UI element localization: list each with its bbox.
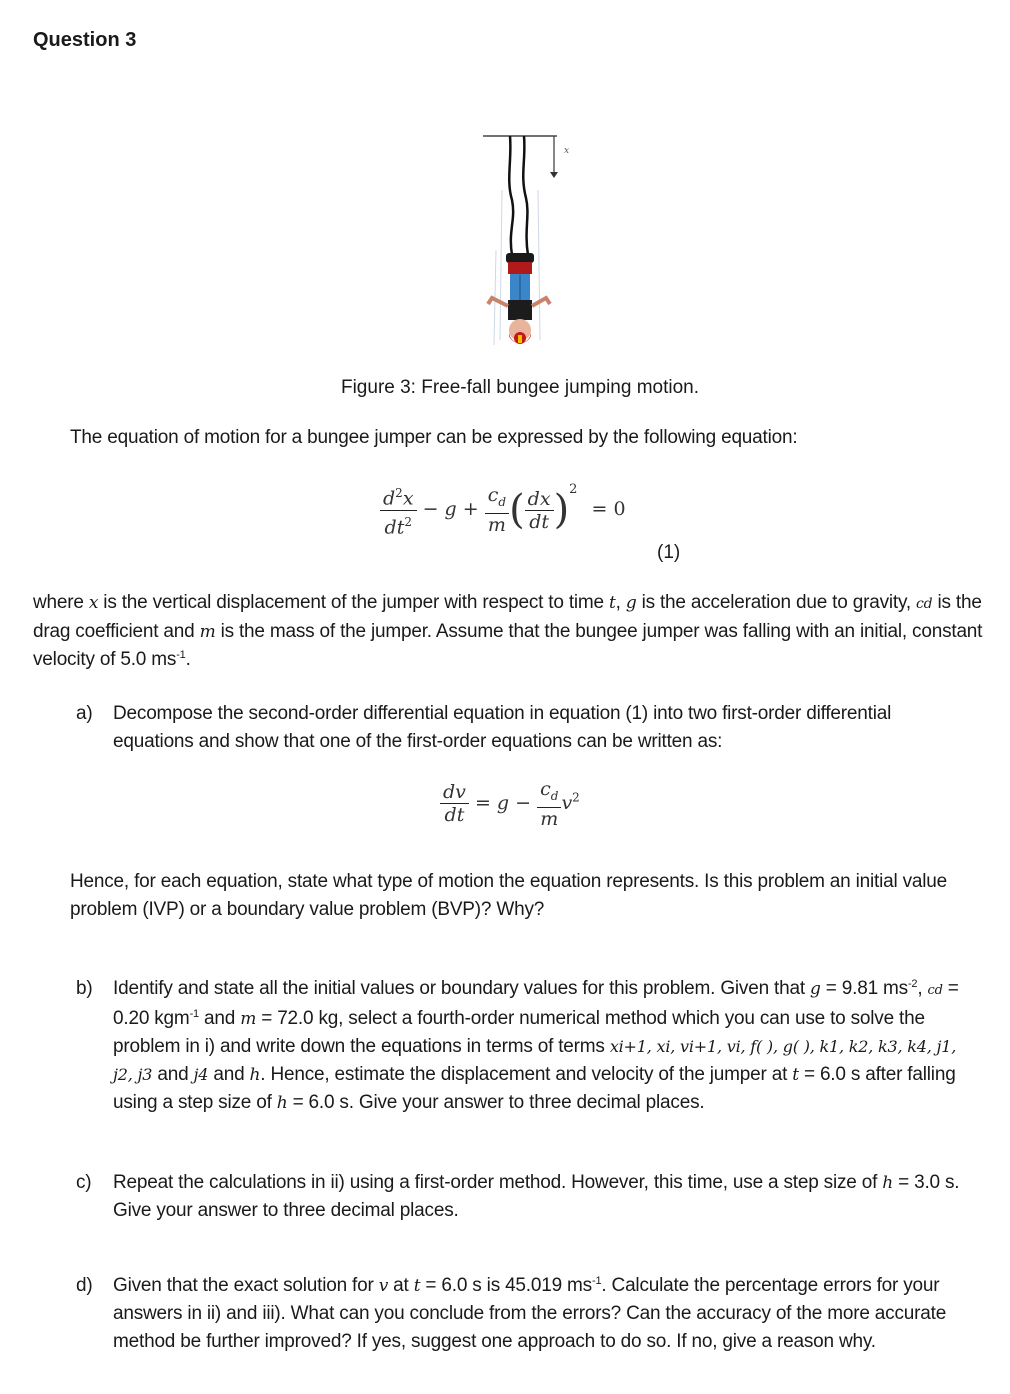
part-b-text: Identify and state all the initial values or boundary values for this problem. Given that g = 9.81 $ms^{-2}$, cd = 0.20 kgm$^{-1}$ and m = 72.0 kg, select a fourth-order numerical method which you can use to solve the problem in i) and write down the equations in terms of terms xi+1, xi, vi+1, vi, f( ), g( ), k1, k2, k3, k4, j1, j2, j3 and j4 and h. Hence, estimate the displacement and velocity of the jumper at t = 6.0 s after falling using a step size of h = 6.0 s. Give your answer to three decimal places. <box>113 978 959 1113</box>
part-d-label: d) <box>76 1275 93 1296</box>
part-b <box>76 975 976 1117</box>
part-c-text: Repeat the calculations in ii) using a first-order method. However, this time, use a step size of h = 3.0 s. Give your answer to three decimal places. <box>113 1172 960 1221</box>
part-d <box>76 1272 976 1356</box>
figure-caption: Figure 3: Free-fall bungee jumping motion. <box>340 377 700 398</box>
variable-description: where x is the vertical displacement of the jumper with respect to time t, g is the acceleration due to gravity, cd is the drag coefficient and m is the mass of the jumper. Assume that the bungee jumper was falling with an initial, constant velocity of 5.0 $ms^{-1}$. <box>33 592 983 670</box>
intro-text: The equation of motion for a bungee jumper can be expressed by the following equation: <box>70 427 798 448</box>
part-b-label: b) <box>76 978 93 999</box>
equation-dvdt: $\frac{dv}{dt}$ = g − $\frac{c_d}{m}$ $v^2$ <box>440 778 580 830</box>
bungee-jumper-illustration <box>440 120 600 360</box>
equation-1: $\frac{d^2x}{dt^2}$ − g + $\frac{c_d}{m}$ ( $\frac{dx}{dt}$ )$^2$ = 0 <box>380 482 626 538</box>
part-d-text: Given that the exact solution for v at t = 6.0 s is 45.019 $ms^{-1}$. Calculate the percentage errors for your answers in ii) and iii). What can you conclude from the errors? Can the accuracy of the more accurate method be further improved? If yes, suggest one approach to do so. If no, give a reason why. <box>113 1275 947 1352</box>
question-heading: Question 3 <box>33 29 137 51</box>
part-a <box>76 700 976 756</box>
part-c-label: c) <box>76 1172 92 1193</box>
part-c <box>76 1169 976 1225</box>
part-a-text: Decompose the second-order differential equation in equation (1) into two first-order differential equations and show that one of the first-order equations can be written as: <box>113 703 892 752</box>
bungee-figure <box>440 120 600 360</box>
equation-number: (1) <box>657 542 681 563</box>
part-a-hence-text: Hence, for each equation, state what type of motion the equation represents. Is this problem an initial value problem (IVP) or a boundary value problem (BVP)? Why? <box>70 871 948 920</box>
part-a-label: a) <box>76 703 93 724</box>
x-axis-label: x <box>564 146 570 156</box>
